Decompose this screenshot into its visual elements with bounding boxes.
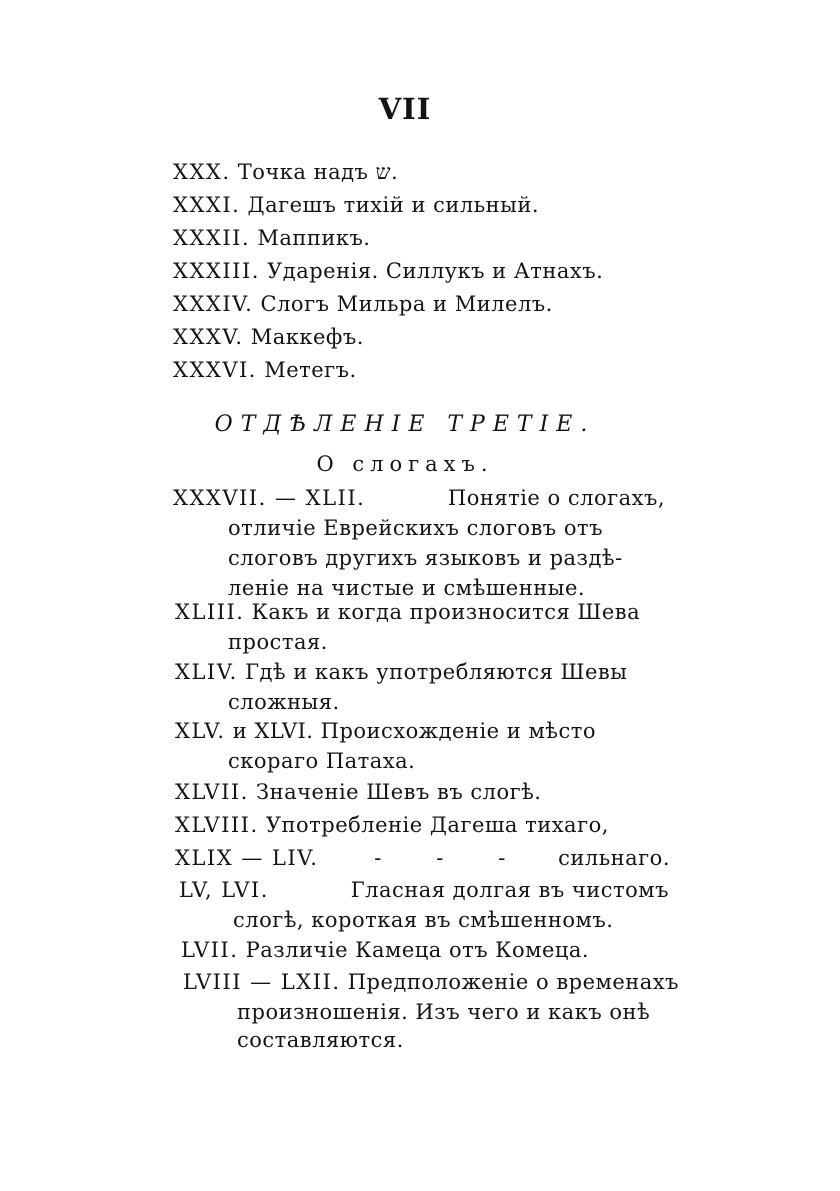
entry-text: Ударенія. Силлукъ и Атнахъ. — [267, 259, 604, 283]
entry-continuation: леніе на чистые и смѣшенные. — [228, 576, 586, 600]
entry-continuation: отличіе Еврейскихъ слоговъ отъ — [228, 516, 603, 540]
entry-continuation: составляются. — [237, 1028, 404, 1052]
toc-entry-33 — [173, 259, 603, 283]
toc-entry-58 — [183, 970, 679, 994]
entry-text: Дагешъ тихій и сильный. — [247, 193, 540, 217]
section-subtitle: О слогахъ. — [316, 452, 494, 476]
entry-continuation: слогѣ, короткая въ смѣшенномъ. — [233, 908, 614, 932]
entry-number: XLVII. — [175, 780, 249, 804]
toc-entry-48 — [175, 813, 609, 837]
toc-entry-32 — [173, 226, 371, 250]
entry-number: XXXI. — [173, 193, 241, 217]
entry-text: Понятіе о слогахъ, — [447, 486, 665, 510]
entry-number: XXXIV. — [173, 292, 254, 316]
page-number: VII — [378, 92, 432, 126]
toc-entry-55 — [179, 878, 669, 902]
entry-text: Различіе Камеца отъ Комеца. — [245, 938, 590, 962]
entry-number: XLVIII. — [175, 813, 259, 837]
toc-entry-57 — [181, 938, 589, 962]
toc-entry-37 — [173, 486, 665, 510]
entry-number: XLV. — [175, 719, 226, 743]
entry-number: XXXIII. — [173, 259, 260, 283]
entry-number: XXXVI. — [173, 358, 257, 382]
entry-text: Гласная долгая въ чистомъ — [350, 878, 669, 902]
ditto-dash: - — [498, 846, 506, 870]
toc-entry-36 — [173, 358, 357, 382]
section-title: ОТДѢЛЕНІЕ ТРЕТІЕ. — [214, 412, 596, 437]
entry-number: XXX. — [173, 160, 231, 184]
entry-text: Употребленіе Дагеша тихаго, — [265, 813, 609, 837]
entry-text: Гдѣ и какъ употребляются Шевы — [245, 660, 628, 684]
entry-text: Маппикъ. — [257, 226, 371, 250]
entry-continuation: скораго Патаха. — [228, 749, 416, 773]
toc-entry-34 — [173, 292, 553, 316]
toc-entry-30 — [173, 160, 398, 185]
toc-entry-35 — [173, 325, 364, 349]
entry-number: XLIV. — [175, 660, 238, 684]
entry-number: LV, LVI. — [179, 878, 269, 902]
entry-text: Точка надъ ש. — [237, 160, 399, 184]
entry-continuation: слоговъ другихъ языковъ и раздѣ- — [228, 546, 623, 570]
entry-number: LVIII — LXII. — [183, 970, 341, 994]
entry-text: Предположеніе о временахъ — [347, 970, 680, 994]
toc-entry-47 — [175, 780, 541, 804]
entry-continuation: простая. — [228, 630, 328, 654]
entry-text: сильнаго. — [558, 846, 670, 870]
entry-number: XLIII. — [175, 600, 245, 624]
entry-text: Слогъ Мильра и Милелъ. — [260, 292, 553, 316]
entry-number: XXXV. — [173, 325, 244, 349]
entry-continuation: сложныя. — [228, 690, 340, 714]
toc-entry-45 — [175, 719, 596, 743]
entry-number: LVII. — [181, 938, 239, 962]
entry-number: XXXVII. — XLII. — [173, 486, 366, 510]
toc-entry-44 — [175, 660, 627, 684]
entry-text: и XLVI. Происхожденіе и мѣсто — [232, 719, 596, 743]
entry-text: Метегъ. — [264, 358, 357, 382]
entry-text: Значеніе Шевъ въ слогѣ. — [256, 780, 542, 804]
entry-text: Какъ и когда произносится Шева — [251, 600, 641, 624]
toc-entry-43 — [175, 600, 640, 624]
entry-continuation: произношенія. Изъ чего и какъ онѣ — [237, 1000, 651, 1024]
ditto-dash: - — [374, 846, 382, 870]
toc-entry-49 — [175, 846, 670, 870]
ditto-dash: - — [436, 846, 444, 870]
entry-number: XXXII. — [173, 226, 251, 250]
toc-entry-31 — [173, 193, 539, 217]
entry-number: XLIX — LIV. — [175, 846, 319, 870]
entry-text: Маккефъ. — [250, 325, 364, 349]
